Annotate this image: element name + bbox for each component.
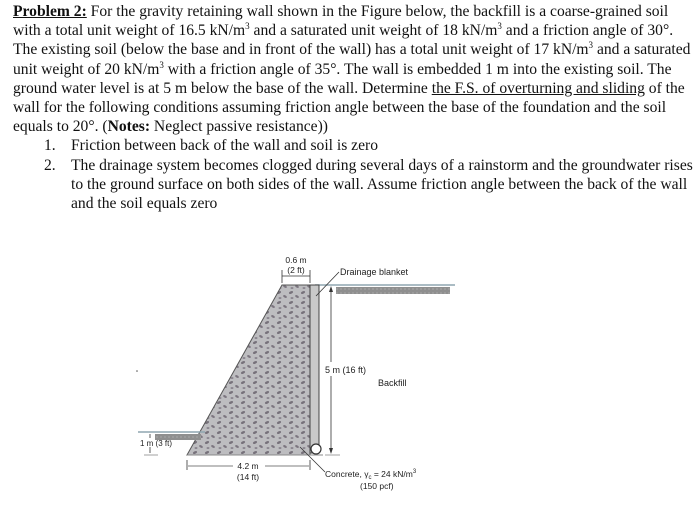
problem-paragraph: Problem 2: For the gravity retaining wall shown in the Figure below, the backfill is a coarse-grained soil with a total unit weight of 16.5 $kN/m^3$ and a saturated unit weight of 18 $kN/m^3$ and a friction angle of 30°. The existing soil (below the base and in front of the wall) has a total unit weight of 17 $kN/m^3$ and a saturated unit weight of 20 $kN/m^3$ with a friction angle of 35°. The wall is embedded 1 m into the existing soil. The ground water level is at 5 m below the base of the wall. Determine the F.S. of overturning and sliding of the wall for the following conditions assuming friction angle between the base of the foundation and the soil equals to 20°. (Notes: Neglect passive resistance)) bbox=[13, 3, 691, 136]
condition-item: 1. Friction between back of the wall and soil is zero bbox=[44, 137, 379, 155]
backfill-label: Backfill bbox=[378, 378, 407, 388]
drainage-blanket bbox=[310, 285, 319, 453]
task-underlined: the F.S. of overturning and sliding bbox=[431, 79, 645, 97]
backfill-ground-hatch bbox=[336, 287, 450, 294]
top-width-ft: (2 ft) bbox=[287, 265, 305, 275]
concrete-unit-weight-label: Concrete, $\gamma_c = 24$ $kN/m^3$ bbox=[325, 469, 417, 481]
drainage-blanket-label: Drainage blanket bbox=[340, 267, 409, 277]
base-width-ft: (14 ft) bbox=[236, 472, 260, 482]
embed-depth-label: 1 m (3 ft) bbox=[140, 439, 173, 448]
wall-height-label: 5 m (16 ft) bbox=[325, 365, 367, 375]
problem-label: Problem 2: bbox=[13, 3, 87, 20]
concrete-wall bbox=[187, 285, 310, 455]
drain-pipe bbox=[311, 444, 321, 454]
notes-label: Notes: bbox=[107, 118, 151, 136]
concrete-pcf-label: (150 pcf) bbox=[360, 481, 394, 491]
top-width-m: 0.6 m bbox=[285, 255, 307, 265]
base-width-m: 4.2 m bbox=[237, 461, 259, 471]
condition-item: 2. The drainage system becomes clogged during several days of a rainstorm and the groundwater rises to the ground surface on both sides of the wall. Assume friction angle between the back of the wall and the soil equals zero bbox=[44, 156, 693, 213]
